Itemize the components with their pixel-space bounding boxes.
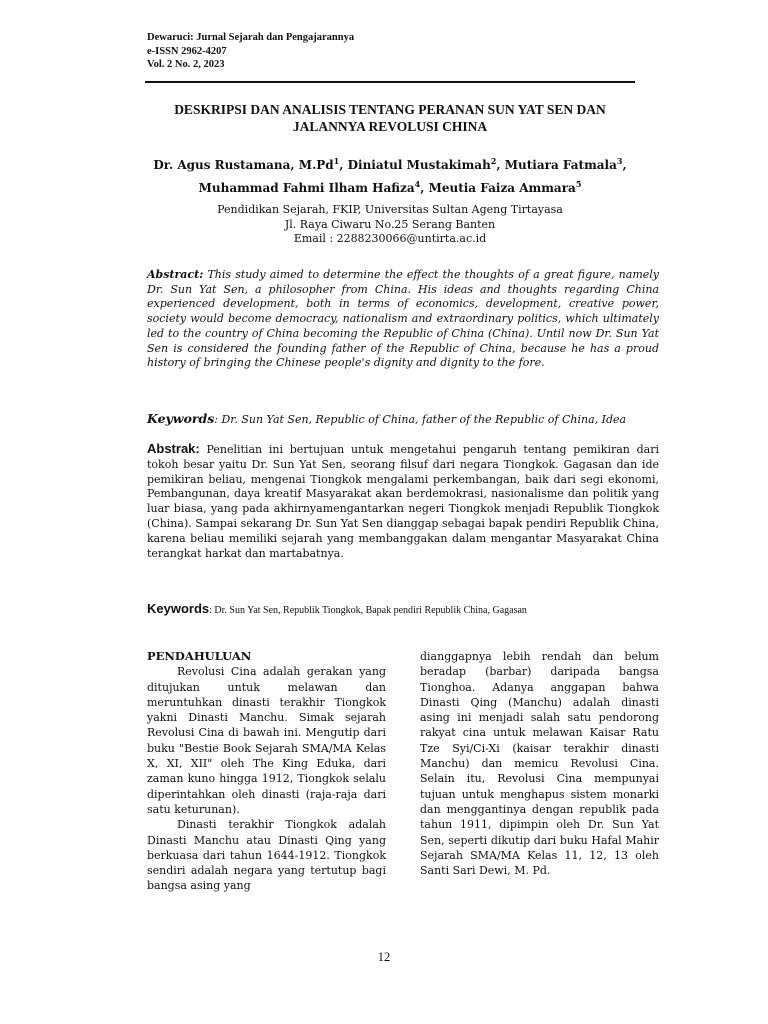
author-list	[145, 152, 635, 198]
author-separator: ,	[339, 158, 348, 172]
keywords-indonesian	[147, 601, 527, 616]
section-heading: PENDAHULUAN	[147, 649, 252, 663]
author-line-1	[145, 152, 635, 175]
affiliation-institution: Pendidikan Sejarah, FKIP, Universitas Sultan Ageng Tirtayasa	[217, 203, 563, 216]
keywords-en-label: Keywords	[147, 411, 215, 426]
author-name: Diniatul Mustakimah	[347, 158, 491, 172]
keywords-english	[147, 411, 626, 426]
author-affil-mark: 3	[616, 156, 623, 166]
author-separator: ,	[420, 181, 429, 195]
author-separator: ,	[496, 158, 505, 172]
affiliation-address: Jl. Raya Ciwaru No.25 Serang Banten	[284, 217, 496, 231]
title-line-1: DESKRIPSI DAN ANALISIS TENTANG PERANAN SUN YAT SEN DAN	[174, 102, 606, 117]
author-name: Meutia Faiza Ammara	[428, 181, 576, 195]
author-affil-mark: 4	[414, 179, 421, 189]
header-divider	[145, 81, 635, 83]
body-column-right	[420, 649, 659, 878]
abstract-id-text: Penelitian ini bertujuan untuk mengetahui pengaruh tentang pemikiran dari tokoh besar yaitu Dr. Sun Yat Sen, seorang filsuf dari negara Tiongkok. Gagasan dan ide pemikiran beliau, mengenai Tiongkok mengalami perkembangan, baik dari segi ekonomi, Pembangunan, daya kreatif Masyarakat akan berdemokrasi, nasionalisme dan politik yang luar biasa, yang pada akhirnyamengantarkan negeri Tiongkok menjadi Republik Tiongkok (China). Sampai sekarang Dr. Sun Yat Sen dianggap sebagai bapak pendiri Republik China, karena beliau memiliki sejarah yang membanggakan dalam mengantar Masyarakat China terangkat harkat dan martabatnya.	[147, 443, 659, 560]
abstract-id-label: Abstrak:	[147, 441, 200, 456]
keywords-id-text: : Dr. Sun Yat Sen, Republik Tiongkok, Bapak pendiri Republik China, Gagasan	[209, 605, 527, 616]
abstract-indonesian	[147, 442, 659, 561]
page-number: 12	[377, 950, 391, 964]
keywords-id-label: Keywords	[147, 601, 210, 616]
affiliation-block	[145, 203, 635, 247]
title-line-2: JALANNYA REVOLUSI CHINA	[292, 119, 488, 134]
author-affil-mark: 2	[490, 156, 497, 166]
keywords-en-text: : Dr. Sun Yat Sen, Republic of China, father of the Republic of China, Idea	[214, 413, 627, 426]
author-name: Muhammad Fahmi Ilham Hafiza	[198, 181, 415, 195]
body-column-left	[147, 649, 386, 894]
author-name: Mutiara Fatmala	[504, 158, 617, 172]
abstract-en-text: This study aimed to determine the effect the thoughts of a great figure, namely Dr. Sun Yat Sen, a philosopher from China. His ideas and thoughts regarding China experienced development, both in terms of economics, development, creative power, society would become democracy, nationalism and extraordinary politics, which ultimately led to the country of China becoming the Republic of China (China). Until now Dr. Sun Yat Sen is considered the founding father of the Republic of China, because he has a proud history of bringing the Chinese people's dignity and dignity to the fore.	[147, 268, 659, 370]
journal-volume: Vol. 2 No. 2, 2023	[147, 59, 225, 70]
author-affil-mark: 5	[575, 179, 582, 189]
journal-issn: e-ISSN 2962-4207	[147, 45, 227, 57]
abstract-english	[147, 268, 659, 371]
journal-header	[147, 31, 354, 72]
abstract-en-label: Abstract:	[147, 268, 204, 281]
author-separator: ,	[622, 158, 627, 172]
paper-title	[145, 101, 635, 135]
author-name: Dr. Agus Rustamana, M.Pd	[153, 158, 334, 172]
author-line-2	[145, 175, 635, 198]
paragraph: Dinasti terakhir Tiongkok adalah Dinasti Manchu atau Dinasti Qing yang berkuasa dari tahun 1644-1912. Tiongkok sendiri adalah negara yang tertutup bagi bangsa asing yang	[147, 818, 386, 893]
paragraph: Revolusi Cina adalah gerakan yang ditujukan untuk melawan dan meruntuhkan dinasti terakhir Tiongkok yakni Dinasti Manchu. Simak sejarah Revolusi Cina di bawah ini. Mengutip dari buku "Bestie Book Sejarah SMA/MA Kelas X, XI, XII" oleh The King Eduka, dari zaman kuno hingga 1912, Tiongkok selalu diperintahkan oleh dinasti (raja-raja dari satu keturunan).	[147, 665, 386, 816]
journal-name: Dewaruci: Jurnal Sejarah dan Pengajarannya	[147, 32, 355, 43]
paragraph: dianggapnya lebih rendah dan belum beradap (barbar) daripada bangsa Tionghoa. Adanya anggapan bahwa Dinasti Qing (Manchu) adalah dinasti asing ini menjadi salah satu pendorong rakyat cina untuk melawan Kaisar Ratu Tze Syi/Ci-Xi (kaisar terakhir dinasti Manchu) dan memicu Revolusi Cina. Selain itu, Revolusi Cina mempunyai tujuan untuk menghapus sistem monarki dan menggantinya dengan republik pada tahun 1911, dipimpin oleh Dr. Sun Yat Sen, seperti dikutip dari buku Hafal Mahir Sejarah SMA/MA Kelas 11, 12, 13 oleh Santi Sari Dewi, M. Pd.	[420, 650, 659, 878]
author-affil-mark: 1	[333, 156, 340, 166]
affiliation-email[interactable]: Email : 2288230066@untirta.ac.id	[293, 232, 487, 245]
